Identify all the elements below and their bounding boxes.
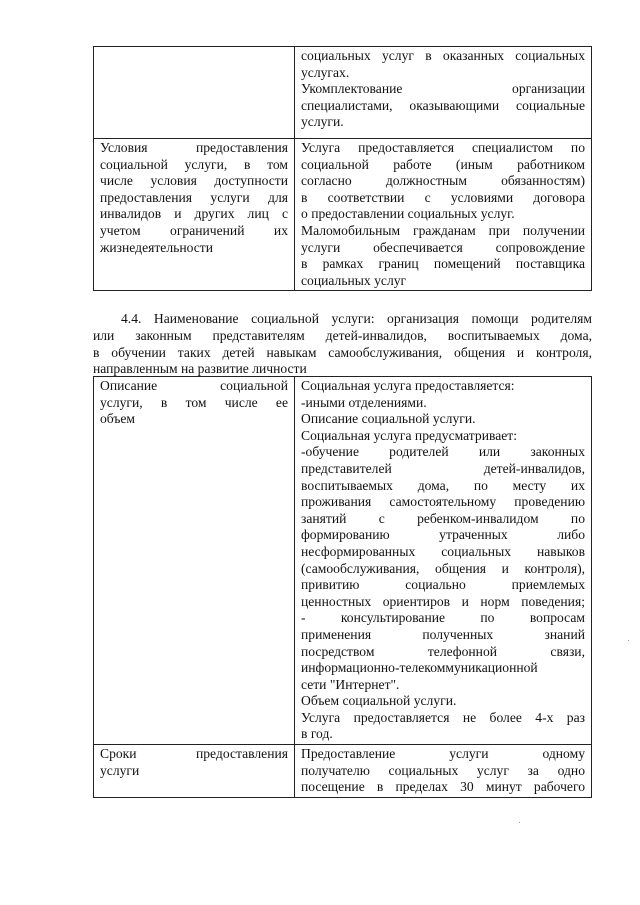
text-line: специалистами, оказывающими социальные xyxy=(301,97,585,113)
text-line: Предоставление услуги одному xyxy=(301,746,585,762)
terms-label-cell xyxy=(94,745,295,798)
text-line: 4.4. Наименование социальной услуги: организация помощи родителям xyxy=(121,311,592,326)
text-line: проживания самостоятельному проведению xyxy=(301,494,585,510)
text-line: в соответствии с условиями договора xyxy=(301,189,585,205)
text-line: несформированных социальных навыков xyxy=(301,543,585,559)
text-line: числе условия доступности xyxy=(100,173,288,189)
conditions-value-cell xyxy=(295,139,592,291)
text-line: в год. xyxy=(301,726,333,742)
conditions-label-cell xyxy=(94,139,295,291)
text-line: (самообслуживания, общения и контроля), xyxy=(301,560,585,576)
text-line: или законным представителям детей-инвалидов, воспитываемых дома, xyxy=(93,327,592,343)
text-line: Услуга предоставляется не более 4-х раз xyxy=(301,709,585,725)
description-label-cell xyxy=(94,377,295,745)
text-line: Описание социальной xyxy=(100,378,288,393)
text-line: формированию утраченных либо xyxy=(301,527,585,543)
text-line: направленным на развитие личности xyxy=(93,361,307,377)
services-table-top xyxy=(93,46,592,291)
table-row xyxy=(94,47,592,139)
text-line: учетом ограничений их xyxy=(100,222,288,238)
table-row xyxy=(94,377,592,745)
text-line: социальных услуг в оказанных социальных xyxy=(301,48,585,63)
text-line: Условия предоставления xyxy=(100,140,288,155)
terms-value-cell xyxy=(295,745,592,798)
text-line: представителей детей-инвалидов, xyxy=(301,460,585,476)
services-table-bottom xyxy=(93,376,592,798)
description-value-cell xyxy=(295,377,592,745)
text-line: - консультирование по вопросам xyxy=(301,610,585,626)
empty-left-cell xyxy=(94,47,295,139)
text-line: услуги обеспечивается сопровождение xyxy=(301,239,585,255)
text-line: в рамках границ помещений поставщика xyxy=(301,256,585,272)
section-heading-4-4 xyxy=(93,311,592,378)
text-line: инвалидов и других лиц с xyxy=(100,206,288,222)
text-line: посредством телефонной связи, xyxy=(301,643,585,659)
text-line: жизнедеятельности xyxy=(100,239,213,255)
text-line: Социальная услуга предоставляется: xyxy=(301,378,515,393)
text-line: Сроки предоставления xyxy=(100,746,288,762)
text-line: услуги, в том числе ее xyxy=(100,394,288,410)
text-line: о предоставлении социальных услуг. xyxy=(301,206,515,222)
text-line: занятий с ребенком-инвалидом по xyxy=(301,510,585,526)
text-line: Описание социальной услуги. xyxy=(301,411,476,427)
table-row xyxy=(94,139,592,291)
scan-speck xyxy=(628,640,629,641)
text-line: в обучении таких детей навыкам самообслуживания, общения и контроля, xyxy=(93,344,592,360)
scan-speck xyxy=(519,822,520,823)
text-line: получателю социальных услуг за одно xyxy=(301,762,585,778)
text-line: предоставления услуги для xyxy=(100,189,288,205)
text-line: привитию социально приемлемых xyxy=(301,577,585,593)
text-line: социальных услуг xyxy=(301,272,407,288)
text-line: объем xyxy=(100,411,136,427)
text-line: услуги xyxy=(100,762,140,778)
text-line: применения полученных знаний xyxy=(301,626,585,642)
text-line: Социальная услуга предусматривает: xyxy=(301,427,517,443)
text-line: Маломобильным гражданам при получении xyxy=(301,222,585,238)
text-line: -обучение родителей или законных xyxy=(301,444,585,460)
text-line: -иными отделениями. xyxy=(301,394,427,410)
text-line: информационно-телекоммуникационной xyxy=(301,660,538,676)
text-line: сети "Интернет". xyxy=(301,676,400,692)
text-line: услуги. xyxy=(301,114,344,130)
text-line: социальной работе (иным работником xyxy=(301,156,585,172)
text-line: ценностных ориентиров и норм поведения; xyxy=(301,593,585,609)
text-line: Укомплектование организации xyxy=(301,81,585,97)
text-line: воспитываемых дома, по месту их xyxy=(301,477,585,493)
text-line: социальной услуги, в том xyxy=(100,156,288,172)
staffing-cell xyxy=(295,47,592,139)
text-line: Объем социальной услуги. xyxy=(301,693,457,709)
text-line: услугах. xyxy=(301,64,350,80)
table-row xyxy=(94,745,592,798)
text-line: Услуга предоставляется специалистом по xyxy=(301,140,585,155)
text-line: согласно должностным обязанностям) xyxy=(301,173,585,189)
text-line: посещение в пределах 30 минут рабочего xyxy=(301,779,585,795)
